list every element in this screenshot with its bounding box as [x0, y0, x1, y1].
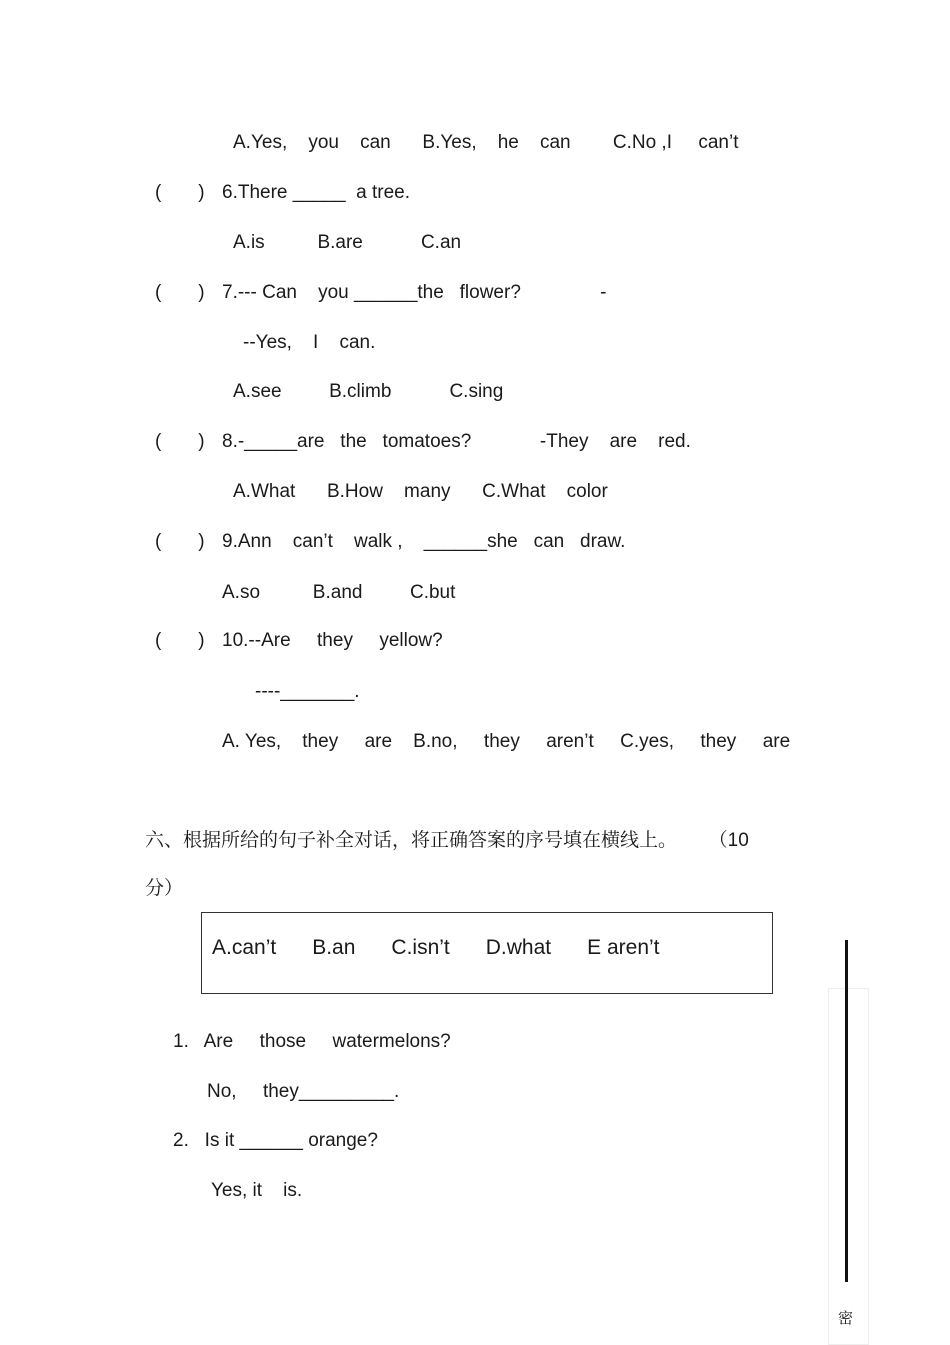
word-bank-item: C.isn’t	[391, 936, 450, 959]
q10-options: A. Yes, they are B.no, they aren’t C.yes, they are	[222, 731, 791, 752]
dialog-2-answer: Yes, it is.	[211, 1180, 303, 1201]
word-bank-item: B.an	[312, 936, 356, 959]
q8-bracket: ( )	[155, 431, 205, 452]
word-bank	[212, 935, 696, 961]
section6-heading-cont: 分）	[145, 878, 184, 899]
q6-options: A.is B.are C.an	[233, 232, 462, 253]
q6-bracket: ( )	[155, 182, 205, 203]
q7-answer: --Yes, I can.	[243, 332, 376, 353]
q7-stem: 7.--- Can you ______the flower? -	[222, 282, 607, 303]
q6-stem: 6.There _____ a tree.	[222, 182, 411, 203]
binding-margin-label: 密	[838, 1309, 854, 1327]
q7-options: A.see B.climb C.sing	[233, 381, 504, 402]
q7-bracket: ( )	[155, 282, 205, 303]
dialog-1-question: 1. Are those watermelons?	[173, 1031, 451, 1052]
q5-options: A.Yes, you can B.Yes, he can C.No ,I can’t	[233, 132, 739, 153]
q8-stem: 8.-_____are the tomatoes? -They are red.	[222, 431, 691, 452]
q9-bracket: ( )	[155, 531, 205, 552]
word-bank-item: E aren’t	[587, 936, 660, 959]
word-bank-box	[201, 912, 773, 994]
word-bank-item: D.what	[485, 936, 552, 959]
q9-stem: 9.Ann can’t walk , ______she can draw.	[222, 531, 626, 552]
section6-heading: 六、根据所给的句子补全对话，将正确答案的序号填在横线上。 （10	[145, 830, 749, 851]
binding-margin-rule	[845, 940, 848, 1282]
binding-margin-panel	[828, 988, 869, 1345]
word-bank-item: A.can’t	[212, 936, 277, 959]
q10-answer: ----_______.	[255, 681, 360, 702]
q8-options: A.What B.How many C.What color	[233, 481, 608, 502]
dialog-1-answer: No, they_________.	[207, 1081, 400, 1102]
q10-bracket: ( )	[155, 630, 205, 651]
dialog-2-question: 2. Is it ______ orange?	[173, 1130, 378, 1151]
q10-stem: 10.--Are they yellow?	[222, 630, 443, 651]
q9-options: A.so B.and C.but	[222, 582, 456, 603]
